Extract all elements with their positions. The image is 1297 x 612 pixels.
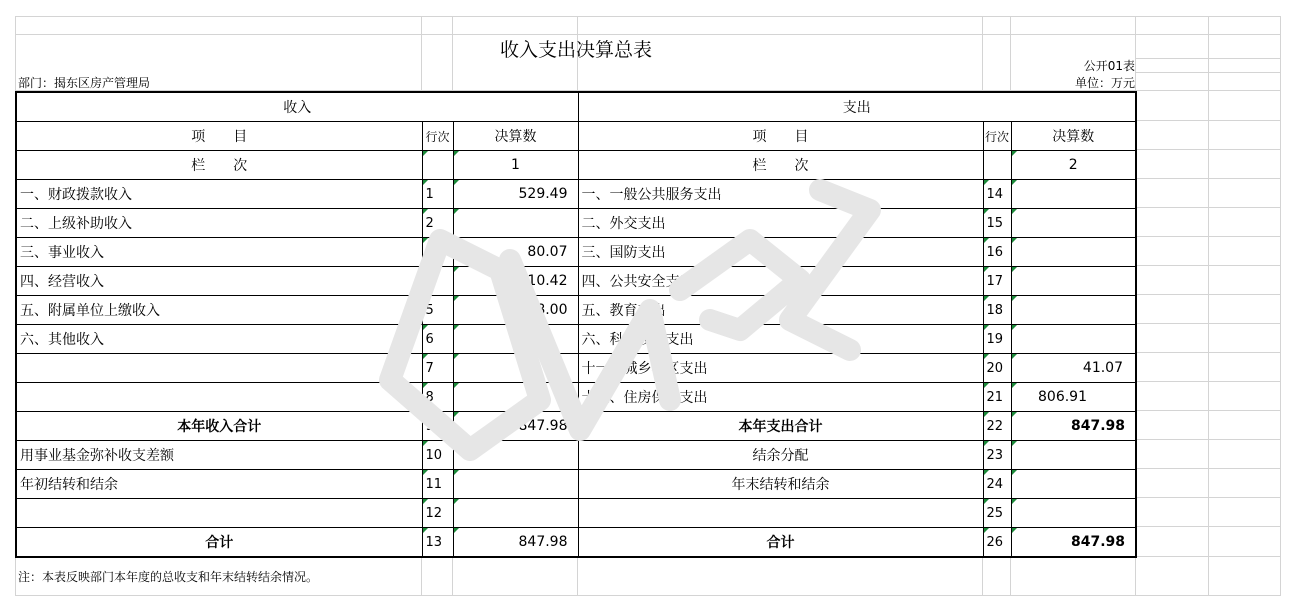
expense-row-number: 23 xyxy=(983,441,1011,470)
expense-amount xyxy=(1011,470,1136,499)
income-item-label: 用事业基金弥补收支差额 xyxy=(16,441,422,470)
income-row-number: 4 xyxy=(422,267,453,296)
income-item-label: 二、上级补助收入 xyxy=(16,209,422,238)
income-amount xyxy=(453,470,578,499)
expense-column-order-label: 栏 次 xyxy=(578,151,983,180)
expense-row-number: 21 xyxy=(983,383,1011,412)
expense-item-label: 四、公共安全支出 xyxy=(578,267,983,296)
income-item-label xyxy=(16,383,422,412)
income-amount: 847.98 xyxy=(453,412,578,441)
income-row-number: 12 xyxy=(422,499,453,528)
expense-row-number: 26 xyxy=(983,528,1011,558)
unit-label: 单位：万元 xyxy=(1074,76,1135,90)
income-row-number: 6 xyxy=(422,325,453,354)
income-item-label: 年初结转和结余 xyxy=(16,470,422,499)
expense-row-number: 22 xyxy=(983,412,1011,441)
footnote: 注：本表反映部门本年度的总收支和年末结转结余情况。 xyxy=(18,570,319,584)
expense-amount-header: 决算数 xyxy=(1011,122,1136,151)
income-row-number: 13 xyxy=(422,528,453,558)
expense-item-label: 合计 xyxy=(578,528,983,558)
income-item-header: 项 目 xyxy=(16,122,422,151)
income-amount-header: 决算数 xyxy=(453,122,578,151)
table-row xyxy=(16,354,1136,383)
expense-column-number: 2 xyxy=(1011,151,1136,180)
expense-item-label: 结余分配 xyxy=(578,441,983,470)
expense-item-header: 项 目 xyxy=(578,122,983,151)
income-section-header: 收入 xyxy=(16,92,578,122)
income-amount: 80.07 xyxy=(453,238,578,267)
expense-item-label: 五、教育支出 xyxy=(578,296,983,325)
expense-item-label: 六、科学技术支出 xyxy=(578,325,983,354)
form-number: 公开01表 xyxy=(1083,59,1135,73)
expense-row-number: 25 xyxy=(983,499,1011,528)
table-row xyxy=(16,412,1136,441)
expense-row-number: 17 xyxy=(983,267,1011,296)
expense-row-number: 24 xyxy=(983,470,1011,499)
table-row xyxy=(16,528,1136,558)
expense-row-number: 18 xyxy=(983,296,1011,325)
income-amount xyxy=(453,441,578,470)
expense-item-label: 本年支出合计 xyxy=(578,412,983,441)
income-item-label: 六、其他收入 xyxy=(16,325,422,354)
table-row xyxy=(16,383,1136,412)
income-amount: 847.98 xyxy=(453,528,578,558)
income-row-number: 8 xyxy=(422,383,453,412)
expense-amount xyxy=(1011,296,1136,325)
expense-amount xyxy=(1011,238,1136,267)
column-order-row xyxy=(16,151,1136,180)
income-row-number: 11 xyxy=(422,470,453,499)
income-amount: 210.42 xyxy=(453,267,578,296)
income-column-order-label: 栏 次 xyxy=(16,151,422,180)
income-amount xyxy=(453,354,578,383)
income-row-number: 5 xyxy=(422,296,453,325)
expense-item-label xyxy=(578,499,983,528)
expense-amount xyxy=(1011,180,1136,209)
expense-item-label: 三、国防支出 xyxy=(578,238,983,267)
income-row-number: 2 xyxy=(422,209,453,238)
income-amount xyxy=(453,325,578,354)
expense-amount xyxy=(1011,267,1136,296)
table-row xyxy=(16,499,1136,528)
expense-item-label: 十九、住房保障支出 xyxy=(578,383,983,412)
expense-row-number: 16 xyxy=(983,238,1011,267)
expense-item-label: 二、外交支出 xyxy=(578,209,983,238)
expense-row-number: 15 xyxy=(983,209,1011,238)
expense-row-number: 20 xyxy=(983,354,1011,383)
expense-row-number: 14 xyxy=(983,180,1011,209)
income-item-label: 本年收入合计 xyxy=(16,412,422,441)
income-item-label: 四、经营收入 xyxy=(16,267,422,296)
table-row xyxy=(16,325,1136,354)
income-amount xyxy=(453,383,578,412)
column-header-row xyxy=(16,122,1136,151)
expense-amount: 806.91 xyxy=(1011,383,1136,412)
table-row xyxy=(16,470,1136,499)
income-amount: 28.00 xyxy=(453,296,578,325)
income-amount: 529.49 xyxy=(453,180,578,209)
income-item-label xyxy=(16,499,422,528)
income-item-label xyxy=(16,354,422,383)
expense-amount xyxy=(1011,209,1136,238)
expense-amount: 41.07 xyxy=(1011,354,1136,383)
expense-amount xyxy=(1011,499,1136,528)
income-column-number: 1 xyxy=(453,151,578,180)
page-title: 收入支出决算总表 xyxy=(499,39,652,61)
income-item-label: 合计 xyxy=(16,528,422,558)
expense-amount: 847.98 xyxy=(1011,528,1136,558)
expense-amount: 847.98 xyxy=(1011,412,1136,441)
table-row xyxy=(16,209,1136,238)
income-row-number: 10 xyxy=(422,441,453,470)
income-expense-table xyxy=(15,91,1137,558)
table-row xyxy=(16,267,1136,296)
income-row-number: 1 xyxy=(422,180,453,209)
table-row xyxy=(16,180,1136,209)
income-item-label: 五、附属单位上缴收入 xyxy=(16,296,422,325)
income-row-number: 7 xyxy=(422,354,453,383)
department-label: 部门：揭东区房产管理局 xyxy=(18,76,151,90)
expense-item-label: 年末结转和结余 xyxy=(578,470,983,499)
table-row xyxy=(16,296,1136,325)
income-column-order-blank xyxy=(422,151,453,180)
table-row xyxy=(16,441,1136,470)
income-row-number: 3 xyxy=(422,238,453,267)
income-item-label: 三、事业收入 xyxy=(16,238,422,267)
income-row-number: 9 xyxy=(422,412,453,441)
expense-row-order-header: 行次 xyxy=(983,122,1011,151)
section-header-row xyxy=(16,92,1136,122)
income-item-label: 一、财政拨款收入 xyxy=(16,180,422,209)
expense-item-label: 十一、城乡社区支出 xyxy=(578,354,983,383)
expense-row-number: 19 xyxy=(983,325,1011,354)
table-row xyxy=(16,238,1136,267)
expense-column-order-blank xyxy=(983,151,1011,180)
income-row-order-header: 行次 xyxy=(422,122,453,151)
expense-amount xyxy=(1011,325,1136,354)
expense-amount xyxy=(1011,441,1136,470)
expense-item-label: 一、一般公共服务支出 xyxy=(578,180,983,209)
expense-section-header: 支出 xyxy=(578,92,1136,122)
income-amount xyxy=(453,499,578,528)
income-amount xyxy=(453,209,578,238)
